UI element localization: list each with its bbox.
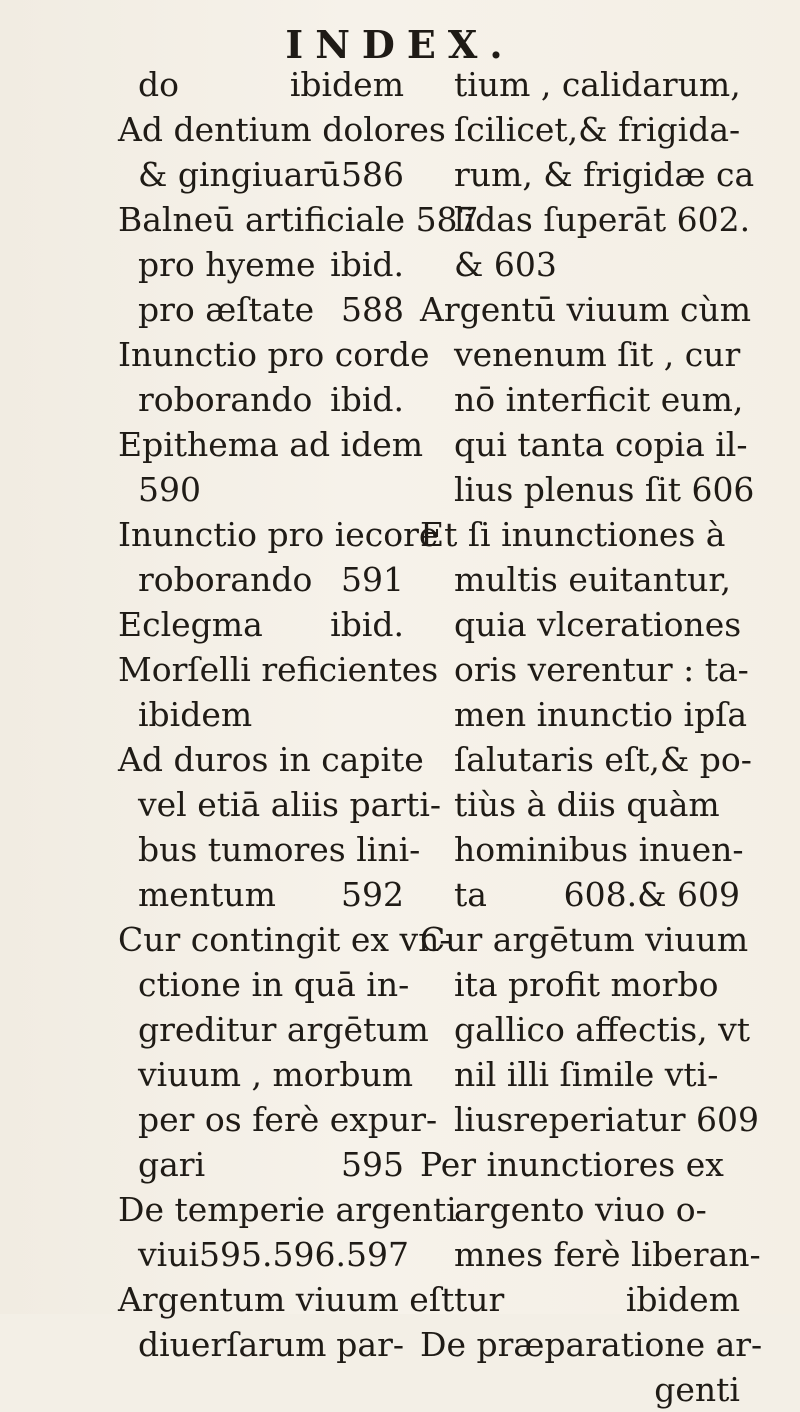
index-entry-text: argento viuo o-: [454, 1190, 707, 1229]
index-line: [118, 287, 404, 332]
index-page-ref: ibid.: [330, 245, 404, 284]
index-entry-text: gallico affectis, vt: [454, 1010, 751, 1049]
index-entry-text: liusreperiatur 609: [454, 1100, 760, 1139]
index-entry-text: De præparatione ar-: [420, 1325, 763, 1364]
index-line: [118, 332, 430, 377]
index-entry-text: vel etiā aliis parti-: [138, 785, 442, 824]
index-entry-text: Inunctio pro iecore: [118, 515, 439, 554]
index-entry-text: De temperie argenti: [118, 1190, 457, 1229]
index-entry-text: mnes ferè liberan-: [454, 1235, 761, 1274]
index-line: [118, 872, 404, 917]
index-entry-text: ſalutaris eſt,& po-: [454, 740, 752, 779]
index-line: [420, 872, 740, 917]
index-page-ref: 591: [341, 560, 404, 599]
index-entry-text: pro hyeme: [138, 245, 316, 284]
index-line: [118, 422, 424, 467]
index-line: [420, 287, 752, 332]
index-line: [420, 917, 749, 962]
index-line: [118, 1007, 429, 1052]
index-line: [420, 1007, 751, 1052]
index-line: [118, 242, 404, 287]
index-entry-text: pro æſtate: [138, 290, 315, 329]
index-line: [420, 782, 740, 827]
index-line: [420, 1367, 740, 1412]
index-entry-text: Per inunctiores ex: [420, 1145, 724, 1184]
index-line: [118, 962, 410, 1007]
page-header: INDEX.: [285, 22, 515, 67]
index-entry-text: Ad dentium dolores: [118, 110, 446, 149]
index-line: [420, 1277, 740, 1322]
index-page-ref: 592: [341, 875, 404, 914]
index-entry-text: do: [138, 65, 179, 104]
index-entry-text: ita profit morbo: [454, 965, 719, 1004]
index-line: [118, 197, 479, 242]
index-entry-text: & gingiuarū: [138, 155, 341, 194]
index-line: [420, 692, 748, 737]
index-line: [118, 647, 439, 692]
index-entry-text: quia vlcerationes: [454, 605, 742, 644]
index-line: [118, 917, 451, 962]
index-entry-text: Morſelli reficientes: [118, 650, 439, 689]
index-line: [420, 647, 749, 692]
index-line: [420, 962, 740, 1007]
index-entry-text: nil illi ſimile vti-: [454, 1055, 719, 1094]
index-line: [118, 1322, 404, 1367]
index-line: [118, 1097, 438, 1142]
index-line: [420, 1232, 761, 1277]
index-entry-text: hominibus inuen-: [454, 830, 744, 869]
right-column: [420, 62, 763, 1412]
index-entry-text: Eclegma: [118, 605, 263, 644]
index-line: [420, 62, 740, 107]
index-line: [420, 197, 751, 242]
index-page-ref: ibidem: [289, 65, 404, 104]
index-entry-text: tium , calidarum,: [454, 65, 741, 104]
index-line: [118, 107, 446, 152]
index-line: [420, 377, 744, 422]
index-line: [118, 692, 404, 737]
index-entry-text: per os ferè expur-: [138, 1100, 438, 1139]
index-line: [420, 512, 740, 557]
index-line: [420, 1052, 740, 1097]
index-entry-text: ta: [454, 875, 487, 914]
index-entry-text: mentum: [138, 875, 276, 914]
index-entry-text: men inunctio ipſa: [454, 695, 748, 734]
index-entry-text: Epithema ad idem: [118, 425, 424, 464]
index-entry-text: Argentum viuum eſt: [118, 1280, 455, 1319]
index-line: [118, 152, 404, 197]
index-line: [118, 377, 404, 422]
index-line: [118, 467, 404, 512]
index-line: [118, 1052, 414, 1097]
index-entry-text: ſcilicet,& frigida-: [454, 110, 741, 149]
index-page-ref: 586: [341, 155, 404, 194]
index-entry-text: Balneū artificiale 587: [118, 200, 479, 239]
index-entry-text: lidas ſuperāt 602.: [454, 200, 751, 239]
index-line: [420, 332, 740, 377]
index-line: [118, 512, 439, 557]
index-entry-text: Ad duros in capite: [118, 740, 424, 779]
index-entry-text: multis euitantur,: [454, 560, 732, 599]
index-entry-text: gari: [138, 1145, 206, 1184]
index-entry-text: Cur contingit ex vn-: [118, 920, 451, 959]
index-entry-text: genti: [654, 1370, 740, 1409]
index-line: [420, 557, 740, 602]
index-entry-text: bus tumores lini-: [138, 830, 421, 869]
index-entry-text: Et ſi inunctiones à: [420, 515, 726, 554]
index-line: [420, 1322, 763, 1367]
index-entry-text: lius plenus ſit 606: [454, 470, 755, 509]
index-line: [420, 827, 744, 872]
index-page-ref: ibid.: [330, 380, 404, 419]
index-entry-text: Argentū viuum cùm: [420, 290, 752, 329]
index-line: [118, 737, 424, 782]
index-entry-text: roborando: [138, 380, 313, 419]
index-entry-text: viui: [138, 1235, 200, 1274]
index-line: [118, 1187, 457, 1232]
index-entry-text: venenum ſit , cur: [454, 335, 741, 374]
index-page-ref: ibidem: [625, 1280, 740, 1319]
index-entry-text: nō interficit eum,: [454, 380, 744, 419]
index-entry-text: tur: [454, 1280, 505, 1319]
index-entry-text: ibidem: [138, 695, 253, 734]
index-entry-text: 590: [138, 470, 201, 509]
index-entry-text: qui tanta copia il-: [454, 425, 748, 464]
index-line: [118, 1142, 404, 1187]
index-line: [420, 1097, 760, 1142]
index-entry-text: Cur argētum viuum: [420, 920, 749, 959]
index-line: [118, 602, 404, 647]
index-line: [118, 1232, 409, 1277]
index-line: [118, 827, 421, 872]
index-line: [420, 602, 740, 647]
index-page-ref: ibid.: [330, 605, 404, 644]
index-entry-text: roborando: [138, 560, 313, 599]
index-entry-text: diuerſarum: [138, 1325, 327, 1364]
index-line: [118, 1277, 455, 1322]
index-entry-text: tiùs à diis quàm: [454, 785, 720, 824]
index-entry-text: rum, & frigidæ ca: [454, 155, 755, 194]
left-column: [118, 62, 479, 1367]
index-line: [420, 1187, 740, 1232]
index-line: [118, 557, 404, 602]
index-line: [420, 467, 755, 512]
index-page-ref: 608.& 609: [563, 875, 740, 914]
index-line: [420, 107, 740, 152]
index-line: [118, 62, 404, 107]
index-entry-text: oris verentur : ta-: [454, 650, 749, 689]
index-entry-text: & 603: [454, 245, 557, 284]
index-page-ref: 588: [341, 290, 404, 329]
index-page-ref: 595.596.597: [199, 1235, 409, 1274]
index-entry-text: viuum , morbum: [138, 1055, 414, 1094]
index-line: [420, 422, 748, 467]
index-line: [420, 1142, 740, 1187]
index-line: [420, 242, 740, 287]
index-page-ref: 595: [341, 1145, 404, 1184]
index-page-ref: par-: [336, 1325, 404, 1364]
index-entry-text: greditur argētum: [138, 1010, 429, 1049]
index-entry-text: Inunctio pro corde: [118, 335, 430, 374]
index-entry-text: ctione in quā in-: [138, 965, 410, 1004]
index-line: [420, 737, 752, 782]
index-line: [420, 152, 755, 197]
index-line: [118, 782, 442, 827]
